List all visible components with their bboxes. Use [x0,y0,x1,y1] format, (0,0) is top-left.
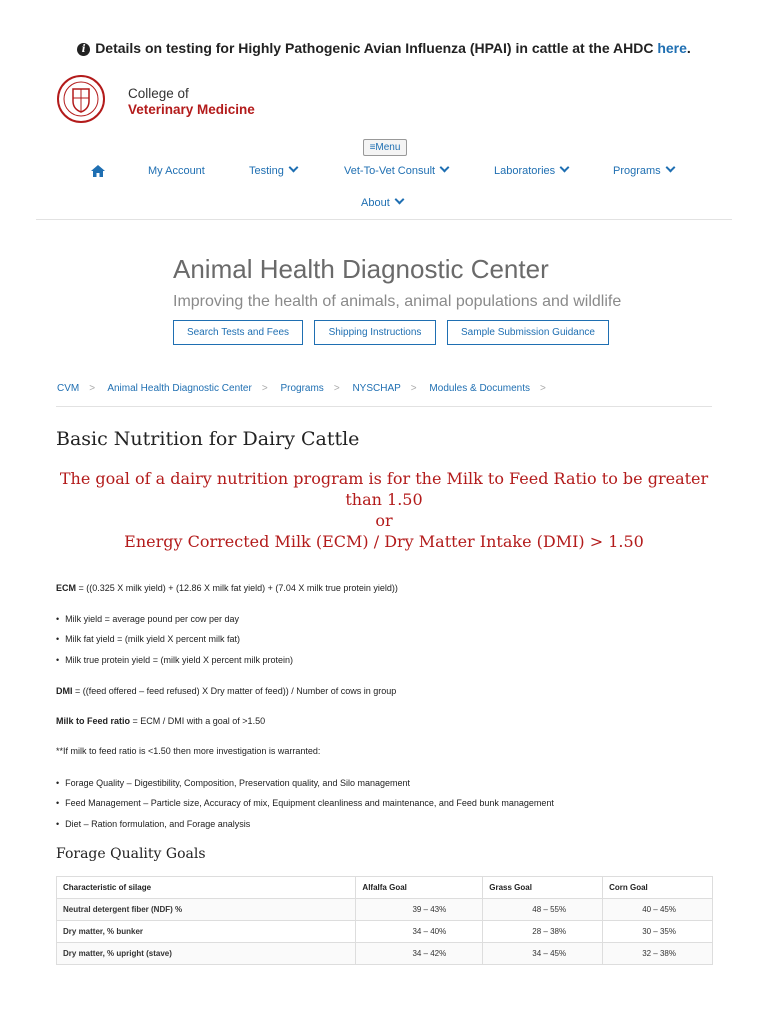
nav-label: Laboratories [494,165,556,177]
chevron-down-icon [394,195,404,205]
nav-label: My Account [148,165,205,177]
table-cell: 39 – 43% [356,899,483,921]
table-cell: 48 – 55% [483,899,603,921]
chevron-right-icon: > [540,383,546,394]
nav-label: Testing [249,165,284,177]
nav-about[interactable] [361,197,403,209]
table-cell: 30 – 35% [603,921,713,943]
chevron-down-icon [560,163,570,173]
table-row [57,943,713,965]
table-cell: 34 – 42% [356,943,483,965]
table-cell: 28 – 38% [483,921,603,943]
table-header: Alfalfa Goal [356,877,483,899]
goal-statement [56,468,712,552]
goal-line: The goal of a dairy nutrition program is for the Milk to Feed Ratio to be greater [59,469,709,488]
forage-section-title: Forage Quality Goals [56,846,206,862]
goal-line: than 1.50 [345,490,423,509]
nav-label: Programs [613,165,661,177]
ecm-label: ECM [56,583,76,593]
chevron-down-icon [288,163,298,173]
table-cell: Dry matter, % bunker [57,921,356,943]
breadcrumb [57,383,556,394]
nav-divider [36,219,732,220]
list-item: • Milk true protein yield = (milk yield X percent milk protein) [56,655,293,665]
nav-label: About [361,197,390,209]
nav-vet-to-vet-consult[interactable] [344,165,448,177]
menu-button[interactable]: ≡Menu [363,139,407,156]
chevron-down-icon [665,163,675,173]
cornell-seal-icon [56,74,106,124]
sample-submission-button[interactable]: Sample Submission Guidance [447,320,609,345]
milk-feed-ratio [56,716,265,726]
nav-testing[interactable] [249,165,297,177]
table-cell: 40 – 45% [603,899,713,921]
breadcrumb-cvm[interactable]: CVM [57,383,80,394]
mfr-label: Milk to Feed ratio [56,716,131,726]
breadcrumb-nyschap[interactable]: NYSCHAP [352,383,401,394]
logo-line-2: Veterinary Medicine [128,102,255,117]
chevron-down-icon [440,163,450,173]
nav-my-account[interactable] [148,165,205,177]
dmi-label: DMI [56,686,73,696]
mfr-text: = ECM / DMI with a goal of >1.50 [130,716,266,726]
alert-banner [0,40,768,56]
list-item: • Feed Management – Particle size, Accuracy of mix, Equipment cleanliness and maintenance, and Feed bunk management [56,798,554,808]
site-subtitle: Improving the health of animals, animal populations and wildlife [173,293,622,310]
table-cell: 34 – 45% [483,943,603,965]
table-row [57,899,713,921]
investigation-note: **If milk to feed ratio is <1.50 then more investigation is warranted: [56,746,321,756]
goal-line: Energy Corrected Milk (ECM) / Dry Matter Intake (DMI) > 1.50 [124,532,644,551]
dmi-text: = ((feed offered – feed refused) X Dry matter of feed)) / Number of cows in group [72,686,397,696]
dmi-formula [56,686,396,696]
nav-label: Vet-To-Vet Consult [344,165,436,177]
search-tests-button[interactable]: Search Tests and Fees [173,320,303,345]
shipping-instructions-button[interactable]: Shipping Instructions [314,320,436,345]
table-header-row [57,877,713,899]
chevron-right-icon: > [410,383,417,394]
breadcrumb-modules[interactable]: Modules & Documents [429,383,531,394]
alert-suffix: . [686,40,691,56]
chevron-right-icon: > [333,383,340,394]
nav-laboratories[interactable] [494,165,568,177]
logo-line-1: College of [128,86,189,101]
table-cell: 34 – 40% [356,921,483,943]
info-icon: i [77,43,90,56]
table-cell: Neutral detergent fiber (NDF) % [57,899,356,921]
list-item: • Forage Quality – Digestibility, Composition, Preservation quality, and Silo management [56,778,410,788]
goal-line: or [375,511,393,530]
table-cell: Dry matter, % upright (stave) [57,943,356,965]
alert-link[interactable]: here [657,40,687,56]
list-item: • Milk fat yield = (milk yield X percent milk fat) [56,634,240,644]
table-header: Corn Goal [603,877,713,899]
breadcrumb-programs[interactable]: Programs [280,383,324,394]
table-header: Characteristic of silage [57,877,356,899]
ecm-text: = ((0.325 X milk yield) + (12.86 X milk fat yield) + (7.04 X milk true protein yield)) [76,583,398,593]
table-row [57,921,713,943]
page-title: Basic Nutrition for Dairy Cattle [56,428,360,450]
breadcrumb-ahdc[interactable]: Animal Health Diagnostic Center [107,383,252,394]
home-icon[interactable] [91,165,105,177]
table-cell: 32 – 38% [603,943,713,965]
breadcrumb-divider [56,406,712,407]
ecm-formula [56,583,398,593]
alert-text: Details on testing for Highly Pathogenic Avian Influenza (HPAI) in cattle at the AHDC [95,40,654,56]
chevron-right-icon: > [261,383,268,394]
nav-programs[interactable] [613,165,674,177]
list-item: • Diet – Ration formulation, and Forage analysis [56,819,250,829]
table-header: Grass Goal [483,877,603,899]
forage-quality-table [56,876,713,965]
chevron-right-icon: > [89,383,96,394]
site-title[interactable]: Animal Health Diagnostic Center [173,254,549,284]
list-item: • Milk yield = average pound per cow per day [56,614,239,624]
